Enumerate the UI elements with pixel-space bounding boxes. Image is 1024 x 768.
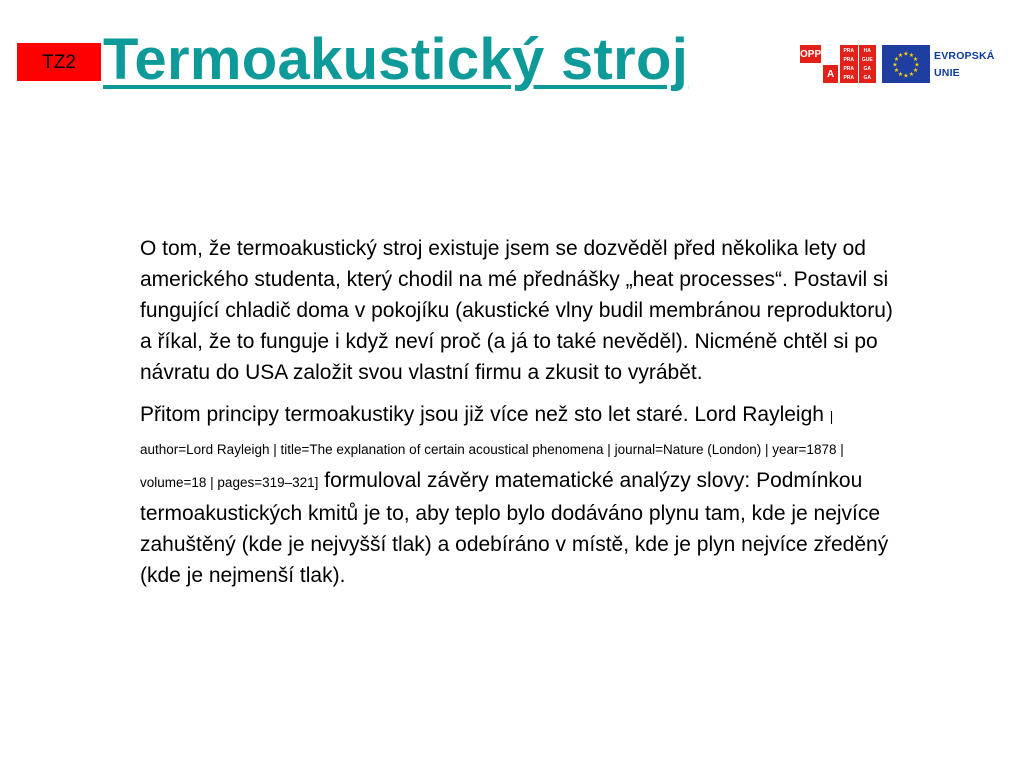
prague-logo-text: GA	[863, 65, 871, 72]
eu-star: ★	[897, 72, 904, 79]
oppa-logo-cell: A	[823, 65, 838, 83]
eu-label-line2: UNIE	[934, 67, 960, 79]
prague-logo-text: PRA	[843, 65, 855, 72]
oppa-logo	[800, 45, 838, 83]
eu-label-line1: EVROPSKÁ	[934, 50, 995, 62]
slide-title: Termoakustický stroj	[103, 27, 689, 92]
paragraph-2-start: Přitom principy termoakustiky jsou již více než sto let staré. Lord Rayleigh	[140, 403, 824, 426]
paragraph-1: O tom, že termoakustický stroj existuje jsem se dozvěděl před několika lety od amerického studenta, který chodil na mé přednášky „heat processes“. Postavil si fungující chladič doma v pokojíku (akustické vlny budil membránou reproduktoru) a říkal, že to funguje i když neví proč (a já to také nevěděl). Nicméně chtěl si po návratu do USA založit svou vlastní firmu a zkusit to vyrábět.	[140, 237, 893, 384]
prague-logo-text: GA	[863, 74, 871, 81]
prague-logo-text: GUE	[861, 56, 873, 63]
eu-star: ★	[908, 52, 915, 59]
eu-flag-icon	[882, 45, 930, 83]
eu-star: ★	[893, 57, 900, 63]
paragraph-2	[140, 399, 900, 591]
paragraph-2-end: formuloval závěry matematické analýzy slovy: Podmínkou termoakustických kmitů je to, aby teplo bylo dodáváno plynu tam, kde je nejvíce zahuštěný (kde je nejvyšší tlak) a odebíráno v místě, kde je plyn nejvíce zředěný (kde je nejmenší tlak).	[140, 469, 889, 587]
citation-text: | author=Lord Rayleigh | title=The explanation of certain acoustical phenomena | journal=Nature (London) | year=1878 | volume=18 | pages=319–321]	[140, 409, 844, 490]
slide-body	[140, 233, 900, 602]
oppa-logo-cell	[823, 45, 838, 63]
prague-logo-text: PRA	[843, 74, 855, 81]
eu-star: ★	[914, 62, 920, 69]
eu-star: ★	[903, 51, 909, 58]
eu-star: ★	[893, 68, 900, 74]
oppa-logo-cell: OPP	[800, 45, 821, 63]
eu-star: ★	[912, 68, 919, 74]
prague-logo-text: HA	[863, 47, 871, 54]
prague-logo-text: PRA	[843, 56, 855, 63]
oppa-logo-cell	[800, 65, 821, 83]
eu-star: ★	[897, 52, 904, 59]
eu-star: ★	[903, 73, 909, 80]
prague-logo-column	[859, 45, 877, 83]
eu-star: ★	[912, 57, 919, 63]
eu-label	[934, 48, 1014, 82]
eu-star: ★	[908, 72, 915, 79]
prague-logo-column	[840, 45, 858, 83]
eu-star: ★	[892, 62, 898, 69]
slide-badge: TZ2	[17, 43, 101, 81]
prague-logo-text: PRA	[843, 47, 855, 54]
prague-logo	[840, 45, 876, 83]
